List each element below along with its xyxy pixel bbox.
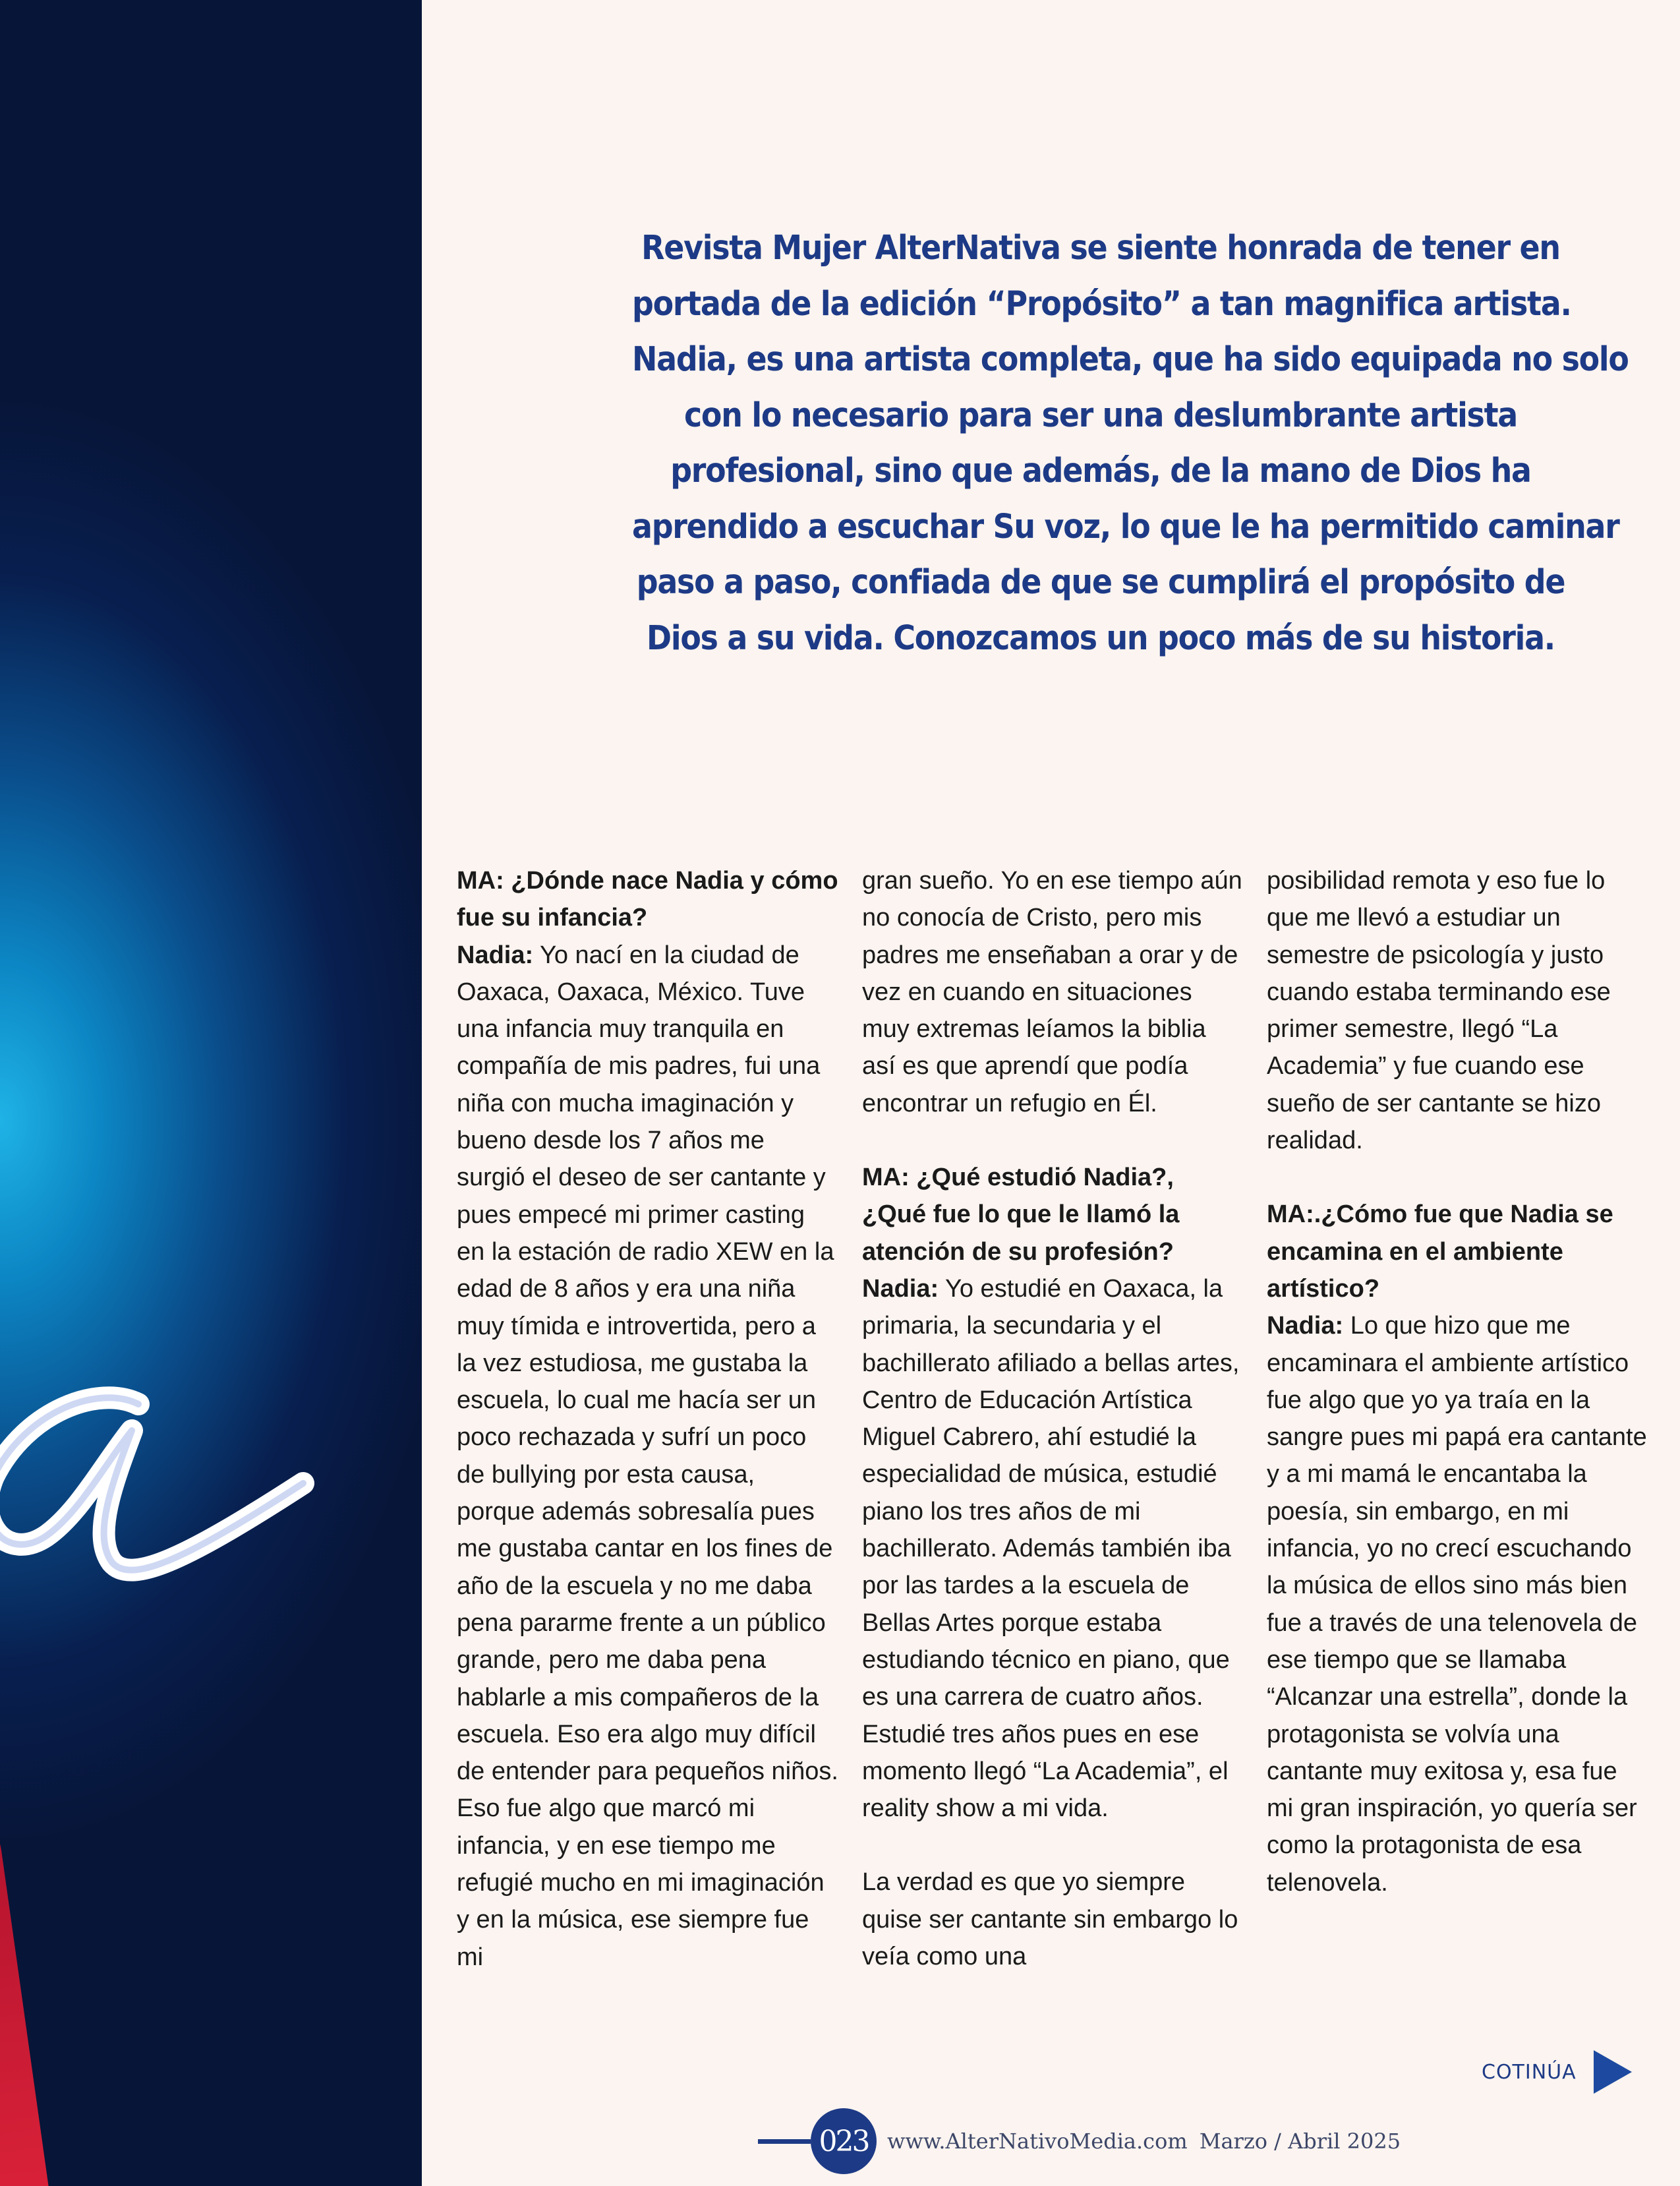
answer-text: Yo nací en la ciudad de Oaxaca, Oaxaca, México. Tuve una infancia muy tranquila en compañía de mis padres, fui una niña con mucha imaginación y bueno desde los 7 años me surgió el deseo de ser cantante y pues empecé mi primer casting en la estación de radio XEW en la edad de 8 años y era una niña muy tímida e introvertida, pero a la vez estudiosa, me gustaba la escuela, lo cual me hacía ser un poco rechazada y sufrí un poco de bullying por esta causa, porque además sobresalía pues me gustaba cantar en los fines de año de la escuela y no me daba pena pararme frente a un público grande, pero me daba pena hablarle a mis compañeros de la escuela. Eso era algo muy difícil de entender para pequeños niños. Eso fue algo que marcó mi infancia, y en ese tiempo me refugié mucho en mi imaginación y en la música, ese siempre fue mi [457, 941, 838, 1971]
website-link[interactable]: www.AlterNativoMedia.com [887, 2129, 1188, 2154]
page-number-badge: 023 [811, 2108, 877, 2174]
speaker-label: Nadia: [862, 1274, 939, 1303]
page-footer [758, 2108, 1401, 2174]
intro-line: portada de la edición “Propósito” a tan magnifica artista. [632, 284, 1571, 324]
continue-link[interactable] [1482, 2050, 1632, 2094]
intro-paragraph [632, 221, 1629, 666]
answer-text: Lo que hizo que me encaminara el ambiente artístico fue algo que yo ya traía en la sangre pues mi papá era cantante y a mi mamá le encantaba la poesía, sin embargo, en mi infancia, yo no crecí escuchando la música de ellos sino más bien fue a través de una telenovela de ese tiempo que se llamaba “Alcanzar una estrella”, donde la protagonista se volvía una cantante muy exitosa y, esa fue mi gran inspiración, yo quería ser como la protagonista de esa telenovela. [1267, 1312, 1647, 1897]
issue-date: Marzo / Abril 2025 [1199, 2129, 1401, 2154]
intro-line: con lo necesario para ser una deslumbrante artista [683, 396, 1518, 435]
article-column-2 [862, 862, 1244, 1975]
intro-line: aprendido a escuchar Su voz, lo que le ha permitido caminar [632, 507, 1619, 546]
interview-question: MA: ¿Dónde nace Nadia y cómo fue su infancia? [457, 867, 838, 932]
speaker-label: Nadia: [1267, 1312, 1344, 1340]
intro-line: Dios a su vida. Conozcamos un poco más de su historia. [647, 618, 1555, 658]
intro-line: Revista Mujer AlterNativa se siente honrada de tener en [641, 229, 1560, 268]
article-column-3 [1267, 862, 1649, 1901]
footer-rule [758, 2139, 811, 2144]
script-letter-a-decoration [0, 1371, 422, 1767]
article-column-1 [457, 862, 839, 1976]
answer-paragraph: La verdad es que yo siempre quise ser cantante sin embargo lo veía como una [862, 1868, 1238, 1971]
interview-question: MA:.¿Cómo fue que Nadia se encamina en el ambiente artístico? [1267, 1200, 1613, 1303]
speaker-label: Nadia: [457, 941, 534, 969]
continue-label: COTINÚA [1482, 2060, 1577, 2084]
answer-continuation: posibilidad remota y eso fue lo que me llevó a estudiar un semestre de psicología y justo cuando estaba terminando ese primer semestre, llegó “La Academia” y fue cuando ese sueño de ser cantante se hizo realidad. [1267, 867, 1611, 1155]
red-ribbon-accent [0, 1798, 58, 2186]
intro-line: profesional, sino que además, de la mano de Dios ha [670, 452, 1531, 490]
answer-text: Yo estudié en Oaxaca, la primaria, la secundaria y el bachillerato afiliado a bellas artes, Centro de Educación Artística Miguel Cabrero, ahí estudié la especialidad de música, estudié piano los tres años de mi bachillerato. Además también iba por las tardes a la escuela de Bellas Artes porque estaba estudiando técnico en piano, que es una carrera de cuatro años. Estudié tres años pues en ese momento llegó “La Academia”, el reality show a mi vida. [862, 1274, 1240, 1823]
intro-line: Nadia, es una artista completa, que ha sido equipada no solo [632, 340, 1629, 379]
play-arrow-icon [1594, 2050, 1632, 2094]
intro-line: paso a paso, confiada de que se cumplirá el propósito de [636, 563, 1565, 602]
answer-continuation: gran sueño. Yo en ese tiempo aún no conocía de Cristo, pero mis padres me enseñaban a orar y de vez en cuando en situaciones muy extremas leíamos la biblia así es que aprendí que podía encontrar un refugio en Él. [862, 867, 1242, 1117]
footer-text [887, 2129, 1401, 2154]
interview-question: MA: ¿Qué estudió Nadia?, ¿Qué fue lo que le llamó la atención de su profesión? [862, 1164, 1180, 1266]
cover-art-panel [0, 0, 422, 2186]
